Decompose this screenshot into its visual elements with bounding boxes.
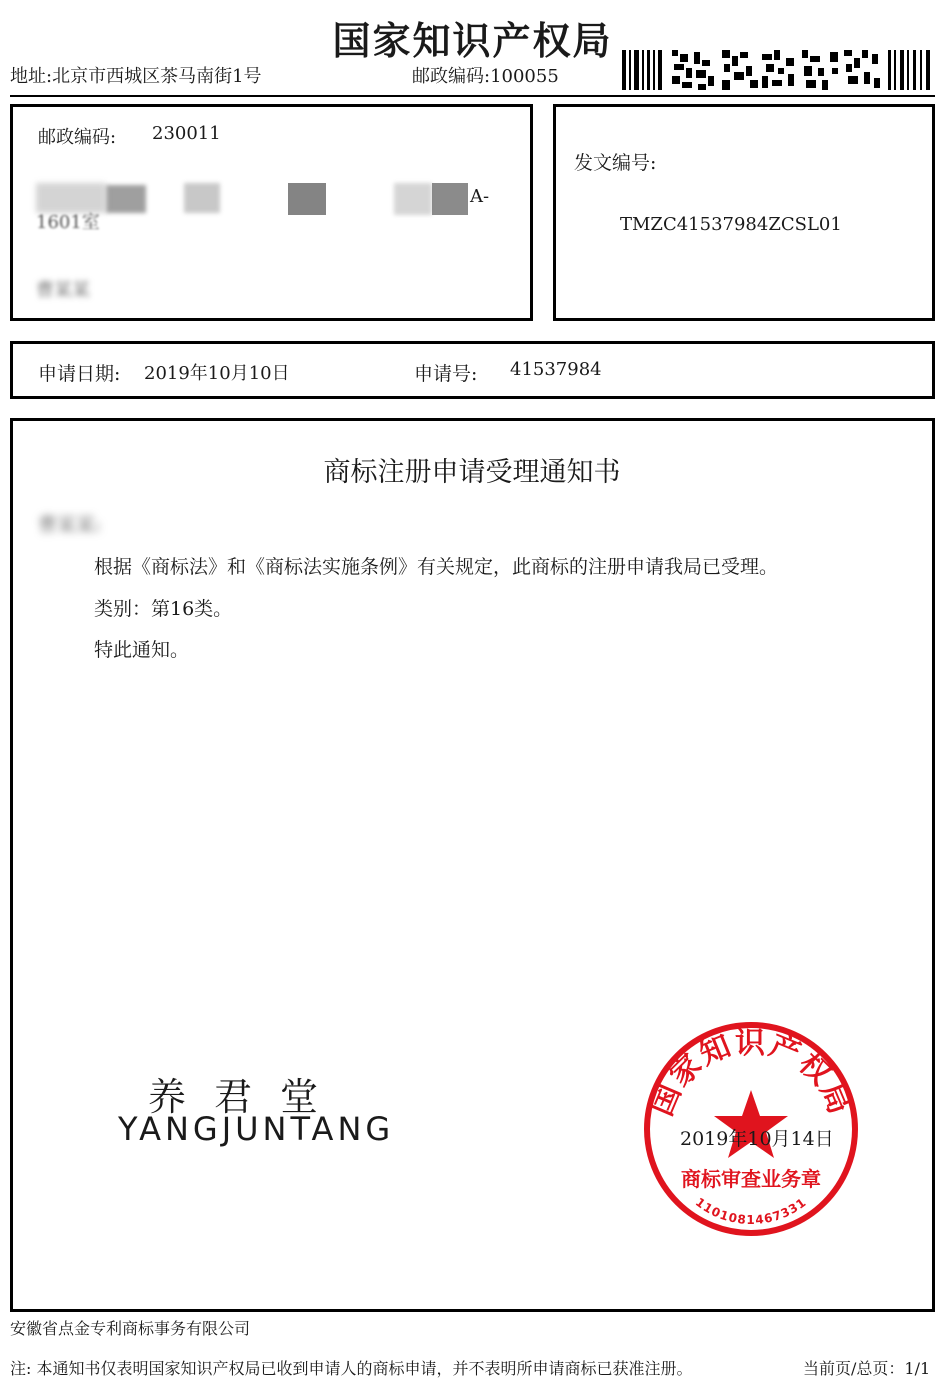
header-rule <box>10 95 935 97</box>
barcode-icon <box>622 50 930 90</box>
page-indicator: 当前页/总页：1/1 <box>803 1359 931 1378</box>
notice-paragraph-3: 特此通知。 <box>94 639 190 661</box>
application-number-label: 申请号: <box>414 363 478 385</box>
application-date: 2019年10月10日 <box>144 363 290 384</box>
doc-number-box <box>553 104 935 321</box>
notice-addressee: 曹某某: <box>38 514 102 536</box>
recipient-address-line2: 1601室 <box>36 212 100 233</box>
notice-title: 商标注册申请受理通知书 <box>323 457 621 488</box>
seal-top-text: 国家知识产权局 <box>644 1025 858 1121</box>
notice-paragraph-1: 根据《商标法》和《商标法实施条例》有关规定，此商标的注册申请我局已受理。 <box>94 556 779 578</box>
recipient-address-line1-tail: A- <box>470 186 490 207</box>
recipient-name: 曹某某 <box>36 280 90 301</box>
agency-postal: 邮政编码:100055 <box>412 66 559 87</box>
agent-name: 安徽省点金专利商标事务有限公司 <box>10 1319 251 1338</box>
trademark-name-cn: 养君堂 <box>148 1075 347 1119</box>
notice-paragraph-2: 类别：第16类。 <box>94 598 233 620</box>
application-number: 41537984 <box>510 359 602 380</box>
recipient-address-redacted <box>36 183 466 217</box>
recipient-postal-label: 邮政编码: <box>38 127 117 148</box>
recipient-postal-code: 230011 <box>152 123 221 144</box>
agency-address: 地址:北京市西城区茶马南街1号 <box>10 66 262 87</box>
notice-issue-date: 2019年10月14日 <box>680 1128 834 1150</box>
doc-number-label: 发文编号: <box>574 152 657 174</box>
agency-title: 国家知识产权局 <box>332 18 613 63</box>
doc-number-value: TMZC41537984ZCSL01 <box>620 214 842 235</box>
footer-note: 注: 本通知书仅表明国家知识产权局已收到申请人的商标申请，并不表明所申请商标已获准注册。 <box>10 1359 693 1378</box>
trademark-name-en: YANGJUNTANG <box>118 1110 395 1148</box>
seal-number: 1101081467331 <box>692 1194 810 1228</box>
seal-bottom-text: 商标审查业务章 <box>681 1167 821 1191</box>
application-date-label: 申请日期: <box>38 363 121 385</box>
